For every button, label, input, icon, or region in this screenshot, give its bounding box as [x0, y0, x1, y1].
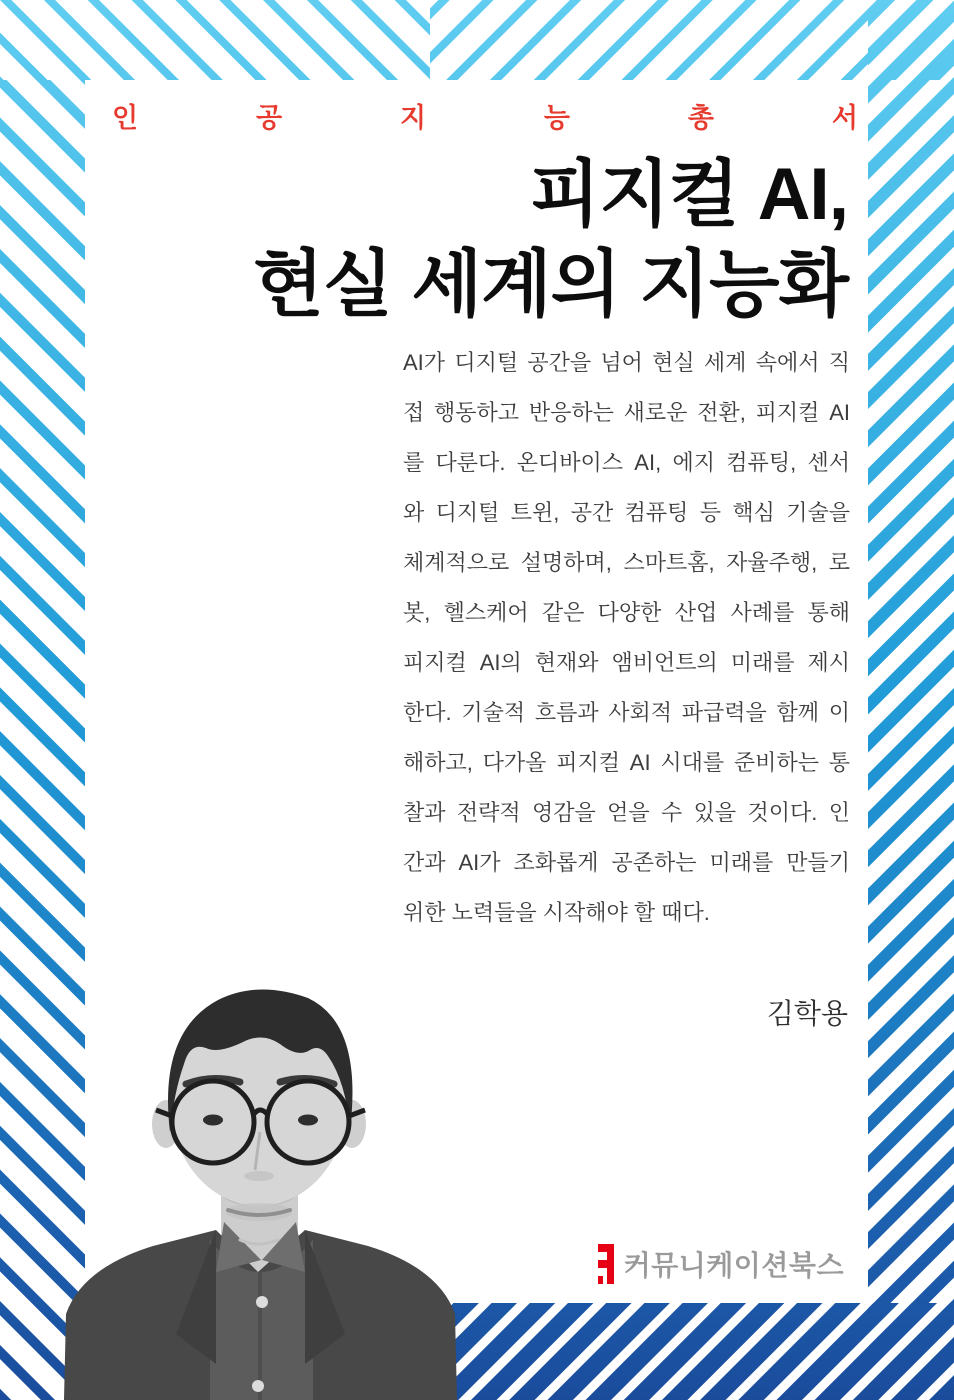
series-title [112, 96, 858, 135]
series-char: 공 [255, 103, 283, 133]
series-char: 인 [112, 103, 139, 133]
description-line: 해하고, 다가올 피지컬 AI 시대를 준비하는 통 [403, 750, 850, 775]
description-line: 체계적으로 설명하며, 스마트홈, 자율주행, 로 [403, 550, 850, 575]
description-line: AI가 디지털 공간을 넘어 현실 세계 속에서 직 [403, 350, 850, 375]
series-char: 서 [831, 103, 858, 133]
description-line: 와 디지털 트윈, 공간 컴퓨팅 등 핵심 기술을 [403, 500, 850, 525]
series-char: 총 [687, 103, 714, 133]
title-line-1: 피지컬 AI, [529, 154, 848, 235]
author-name: 김학용 [766, 998, 848, 1029]
series-char: 능 [543, 103, 570, 133]
description-line: 찰과 전략적 영감을 얻을 수 있을 것이다. 인 [403, 800, 850, 825]
series-char: 지 [399, 103, 427, 133]
publisher-name: 커뮤니케이션북스 [623, 1250, 844, 1281]
book-description [403, 338, 850, 938]
description-line: 피지컬 AI의 현재와 앰비언트의 미래를 제시 [403, 650, 850, 675]
description-line: 한다. 기술적 흐름과 사회적 파급력을 함께 이 [403, 700, 850, 725]
page-title [253, 150, 848, 330]
kiyeok-mark-icon [598, 1244, 614, 1284]
description-line: 접 행동하고 반응하는 새로운 전환, 피지컬 AI [403, 400, 850, 425]
description-line: 위한 노력들을 시작해야 할 때다. [403, 900, 710, 925]
title-line-2: 현실 세계의 지능화 [253, 244, 848, 325]
description-line: 봇, 헬스케어 같은 다양한 산업 사례를 통해 [403, 600, 850, 625]
author-photo [58, 972, 463, 1400]
description-line: 를 다룬다. 온디바이스 AI, 에지 컴퓨팅, 센서 [403, 450, 850, 475]
description-line: 간과 AI가 조화롭게 공존하는 미래를 만들기 [403, 850, 850, 875]
publisher-logo [598, 1242, 844, 1286]
